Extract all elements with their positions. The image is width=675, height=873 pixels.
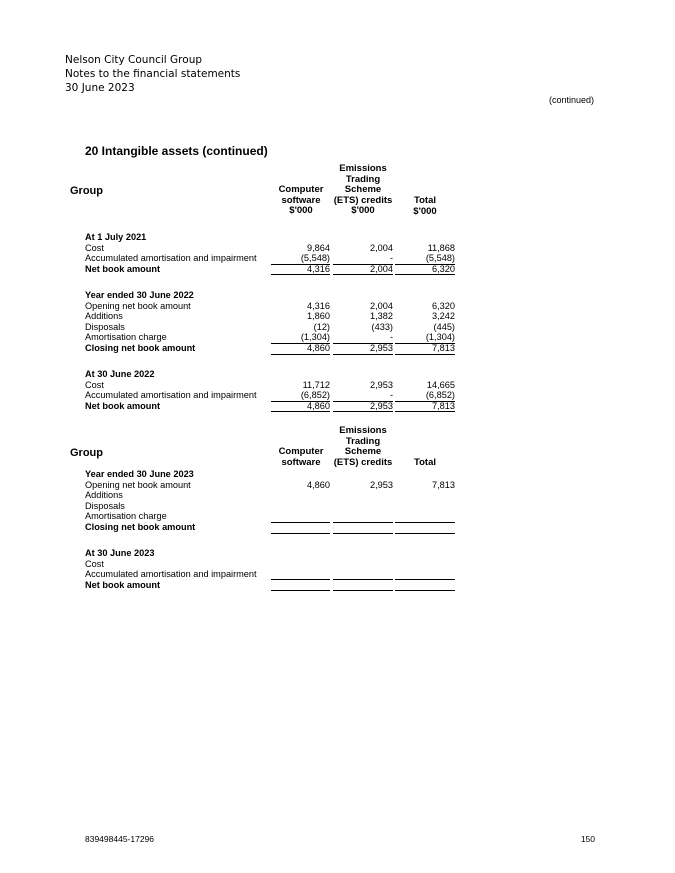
table-row: Additions 1,860 1,382 3,242 <box>85 311 455 322</box>
underline-rule <box>271 274 330 275</box>
table-row: Accumulated amortisation and impairment (6,852) - (6,852) <box>85 390 455 401</box>
document-id: 839498445-17296 <box>85 834 155 844</box>
table-row: Disposals <box>85 500 125 511</box>
col-header-ets-credits: Emissions Trading Scheme (ETS) credits $'000 <box>333 163 393 217</box>
table-row: Disposals (12) (433) (445) <box>85 321 455 332</box>
table-row: Amortisation charge <box>85 511 167 522</box>
underline-rule <box>333 274 393 275</box>
table-row: Accumulated amortisation and impairment (5,548) - (5,548) <box>85 253 455 264</box>
continued-label: (continued) <box>548 95 594 105</box>
col-header-total: Total <box>414 457 436 468</box>
col-header-computer-software: Computer software $'000 <box>278 184 324 217</box>
col-header-total: Total $'000 <box>413 195 437 217</box>
table-row: Accumulated amortisation and impairment <box>85 569 257 580</box>
table-row: Cost 9,864 2,004 11,868 <box>85 242 455 253</box>
table-row-total: Closing net book amount <box>85 522 196 532</box>
underline-rule <box>271 354 330 355</box>
table-row-total: Net book amount <box>85 579 161 590</box>
section-heading: At 30 June 2023 <box>85 548 155 558</box>
table-row: Opening net book amount 4,860 2,953 7,813 <box>85 479 455 490</box>
table-row-total: Net book amount 4,860 2,953 7,813 <box>85 400 455 411</box>
group-label: Group <box>70 447 103 459</box>
table-row: Cost 11,712 2,953 14,665 <box>85 379 455 390</box>
underline-rule <box>333 533 393 534</box>
underline-rule <box>395 533 455 534</box>
table-row: Cost <box>85 558 104 569</box>
section-heading: Year ended 30 June 2022 <box>85 290 194 300</box>
document-header <box>65 53 240 95</box>
section-title: 20 Intangible assets (continued) <box>85 144 268 158</box>
underline-rule <box>271 533 330 534</box>
table-row-total: Net book amount 4,316 2,004 6,320 <box>85 263 455 274</box>
underline-rule <box>395 411 455 412</box>
section-heading: Year ended 30 June 2023 <box>85 469 194 479</box>
table-row: Opening net book amount 4,316 2,004 6,320 <box>85 300 455 311</box>
col-header-computer-software: Computer software <box>278 446 324 468</box>
org-name: Nelson City Council Group <box>65 54 203 66</box>
underline-rule <box>271 411 330 412</box>
underline-rule <box>333 354 393 355</box>
page-number: 150 <box>580 834 595 844</box>
group-label: Group <box>70 185 103 197</box>
underline-rule <box>333 411 393 412</box>
doc-date: 30 June 2023 <box>65 82 135 94</box>
table-row: Amortisation charge (1,304) - (1,304) <box>85 332 455 343</box>
underline-rule <box>271 590 330 591</box>
section-heading: At 30 June 2022 <box>85 369 155 379</box>
underline-rule <box>395 274 455 275</box>
section-heading: At 1 July 2021 <box>85 232 147 242</box>
underline-rule <box>395 354 455 355</box>
table-row: Additions <box>85 490 123 501</box>
table-row-total: Closing net book amount 4,860 2,953 7,813 <box>85 343 455 353</box>
underline-rule <box>333 590 393 591</box>
col-header-ets-credits: Emissions Trading Scheme (ETS) credits <box>333 425 393 468</box>
doc-title: Notes to the financial statements <box>65 68 241 80</box>
underline-rule <box>395 590 455 591</box>
